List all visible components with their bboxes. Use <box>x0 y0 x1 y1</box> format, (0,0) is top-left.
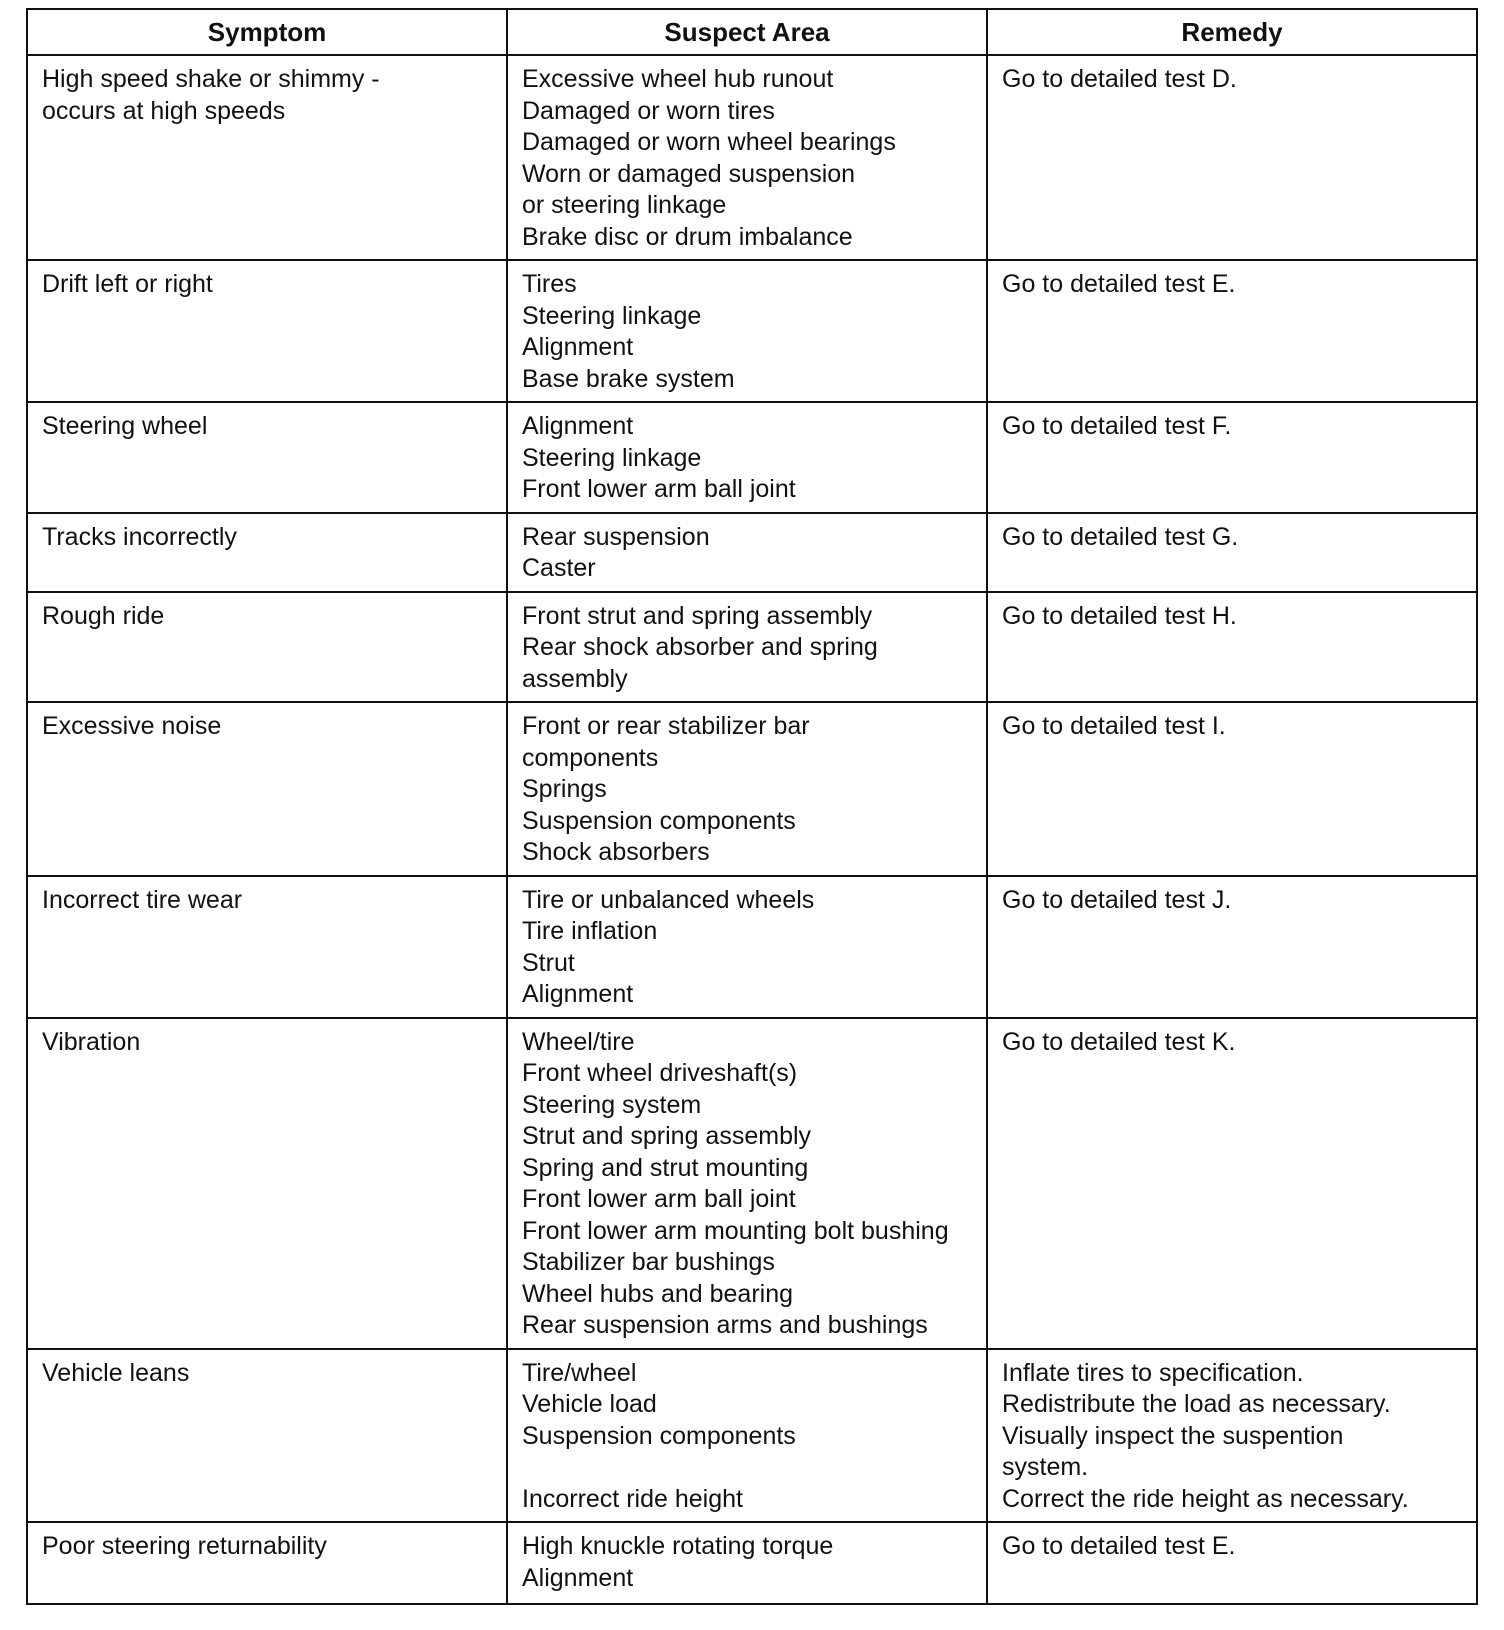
symptom-cell <box>27 260 507 402</box>
suspect-area-line: Front strut and spring assembly <box>522 601 873 630</box>
table-row <box>27 55 1477 260</box>
remedy-line: Go to detailed test F. <box>1002 412 1232 440</box>
suspect-area-cell <box>507 592 987 703</box>
remedy-cell <box>987 55 1477 260</box>
suspect-area-line: Suspension components <box>522 1421 796 1450</box>
suspect-area-line: components <box>522 743 659 772</box>
diagnosis-table <box>26 8 1478 1605</box>
symptom-line: occurs at high speeds <box>42 96 286 125</box>
suspect-area-line: Steering system <box>522 1090 702 1119</box>
remedy-line: Go to detailed test J. <box>1002 885 1232 914</box>
table-row <box>27 876 1477 1018</box>
suspect-area-cell <box>507 260 987 402</box>
header-symptom: Symptom <box>27 9 507 55</box>
header-remedy: Remedy <box>987 9 1477 55</box>
suspect-area-line: Front wheel driveshaft(s) <box>522 1059 798 1087</box>
remedy-line: Go to detailed test D. <box>1002 65 1237 93</box>
symptom-cell <box>27 592 507 703</box>
suspect-area-cell <box>507 702 987 876</box>
suspect-area-line: Vehicle load <box>522 1390 657 1418</box>
remedy-line: Go to detailed test K. <box>1002 1027 1236 1056</box>
remedy-cell <box>987 513 1477 592</box>
suspect-area-cell <box>507 1018 987 1349</box>
suspect-area-line: Worn or damaged suspension <box>522 159 856 188</box>
suspect-area-line: Tire inflation <box>522 917 658 945</box>
symptom-line: Poor steering returnability <box>42 1532 327 1560</box>
suspect-area-line: Spring and strut mounting <box>522 1153 809 1182</box>
suspect-area-line: Incorrect ride height <box>522 1484 743 1513</box>
suspect-area-cell <box>507 513 987 592</box>
remedy-cell <box>987 1522 1477 1604</box>
suspect-area-line: Strut <box>522 948 575 977</box>
header-suspect-area: Suspect Area <box>507 9 987 55</box>
symptom-cell <box>27 55 507 260</box>
remedy-line: Go to detailed test E. <box>1002 1532 1236 1560</box>
suspect-area-line: Rear suspension arms and bushings <box>522 1311 928 1339</box>
suspect-area-line: Tires <box>522 270 577 298</box>
remedy-cell <box>987 1018 1477 1349</box>
table-row <box>27 260 1477 402</box>
symptom-line: High speed shake or shimmy - <box>42 65 380 93</box>
suspect-area-line: Alignment <box>522 412 634 440</box>
suspect-area-line: Tire/wheel <box>522 1358 637 1387</box>
suspect-area-line: Alignment <box>522 333 634 361</box>
suspect-area-cell <box>507 1349 987 1523</box>
remedy-cell <box>987 592 1477 703</box>
symptom-cell <box>27 702 507 876</box>
suspect-area-cell <box>507 876 987 1018</box>
symptom-line: Drift left or right <box>42 270 213 298</box>
remedy-line: Redistribute the load as necessary. <box>1002 1390 1391 1418</box>
suspect-area-line: Front lower arm mounting bolt bushing <box>522 1216 949 1245</box>
remedy-line: Go to detailed test I. <box>1002 712 1226 740</box>
remedy-line: system. <box>1002 1453 1089 1481</box>
remedy-line: Go to detailed test E. <box>1002 270 1236 298</box>
suspect-area-line: Rear suspension <box>522 522 710 551</box>
symptom-cell <box>27 402 507 513</box>
suspect-area-line: Alignment <box>522 1563 634 1592</box>
remedy-cell <box>987 402 1477 513</box>
suspect-area-line: Front lower arm ball joint <box>522 475 796 503</box>
suspect-area-line: Steering linkage <box>522 443 702 472</box>
table-row <box>27 513 1477 592</box>
suspect-area-line: Damaged or worn tires <box>522 96 775 125</box>
suspect-area-cell <box>507 1522 987 1604</box>
remedy-line: Go to detailed test G. <box>1002 522 1239 551</box>
symptom-line: Vehicle leans <box>42 1358 190 1387</box>
symptom-line: Incorrect tire wear <box>42 885 243 914</box>
suspect-area-cell <box>507 402 987 513</box>
suspect-area-line: Alignment <box>522 980 634 1008</box>
suspect-area-line: Base brake system <box>522 364 735 393</box>
suspect-area-line: Suspension components <box>522 806 796 835</box>
remedy-line: Inflate tires to specification. <box>1002 1358 1304 1387</box>
remedy-cell <box>987 702 1477 876</box>
suspect-area-line: Springs <box>522 775 607 803</box>
suspect-area-line: Front lower arm ball joint <box>522 1185 796 1213</box>
table-body <box>27 55 1477 1604</box>
suspect-area-line: Caster <box>522 554 596 582</box>
table-row <box>27 1522 1477 1604</box>
symptom-line: Steering wheel <box>42 412 208 440</box>
symptom-line: Excessive noise <box>42 712 222 740</box>
suspect-area-line: Damaged or worn wheel bearings <box>522 128 896 156</box>
header-row <box>27 9 1477 55</box>
table-row <box>27 702 1477 876</box>
suspect-area-line: High knuckle rotating torque <box>522 1532 834 1560</box>
suspect-area-line: assembly <box>522 664 628 693</box>
suspect-area-line: or steering linkage <box>522 191 727 219</box>
remedy-line: Correct the ride height as necessary. <box>1002 1484 1409 1513</box>
suspect-area-line: Wheel hubs and bearing <box>522 1279 794 1308</box>
suspect-area-line: Steering linkage <box>522 301 702 330</box>
suspect-area-line <box>522 1452 974 1484</box>
symptom-cell <box>27 513 507 592</box>
remedy-line: Visually inspect the suspention <box>1002 1421 1344 1450</box>
remedy-cell <box>987 1349 1477 1523</box>
suspect-area-line: Shock absorbers <box>522 838 710 866</box>
remedy-cell <box>987 876 1477 1018</box>
suspect-area-line: Wheel/tire <box>522 1027 635 1056</box>
table-row <box>27 592 1477 703</box>
suspect-area-line: Brake disc or drum imbalance <box>522 222 853 251</box>
symptom-line: Vibration <box>42 1027 141 1056</box>
suspect-area-line: Strut and spring assembly <box>522 1122 812 1150</box>
remedy-line: Go to detailed test H. <box>1002 601 1237 630</box>
table-row <box>27 1349 1477 1523</box>
symptom-cell <box>27 1349 507 1523</box>
remedy-cell <box>987 260 1477 402</box>
suspect-area-line: Stabilizer bar bushings <box>522 1248 775 1276</box>
symptom-cell <box>27 1522 507 1604</box>
suspect-area-cell <box>507 55 987 260</box>
table-row <box>27 1018 1477 1349</box>
symptom-line: Tracks incorrectly <box>42 522 237 551</box>
suspect-area-line: Tire or unbalanced wheels <box>522 885 815 914</box>
suspect-area-line: Excessive wheel hub runout <box>522 65 834 93</box>
symptom-cell <box>27 876 507 1018</box>
symptom-cell <box>27 1018 507 1349</box>
suspect-area-line: Front or rear stabilizer bar <box>522 712 810 740</box>
table-row <box>27 402 1477 513</box>
suspect-area-line: Rear shock absorber and spring <box>522 633 878 661</box>
symptom-line: Rough ride <box>42 601 165 630</box>
